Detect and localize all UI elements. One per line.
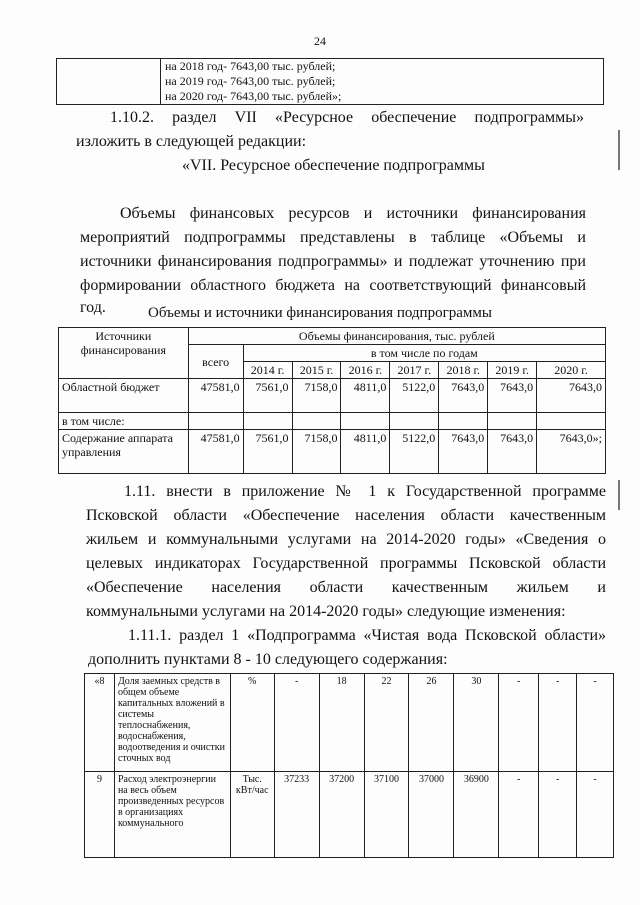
finance-table	[58, 327, 606, 474]
indicator-value: 22	[364, 674, 409, 772]
body-line-4: формировании областного бюджета на соответствующий финансовый	[80, 277, 586, 294]
para-1-11-1-line1: 1.11.1. раздел 1 «Подпрограмма «Чистая вода Псковской области»	[128, 627, 606, 644]
row-value	[390, 413, 439, 430]
page-number: 24	[314, 34, 326, 48]
indicator-value: -	[274, 674, 319, 772]
body-line-3: источники финансирования подпрограммы» и подлежат уточнению при	[80, 253, 586, 270]
table-row	[59, 413, 606, 430]
para-1-11-line4: целевых индикаторах Государственной программы Псковской области	[86, 555, 606, 572]
year-header: 2020 г.	[537, 362, 606, 379]
row-value	[243, 413, 292, 430]
body-line-1: Объемы финансовых ресурсов и источники финансирования	[120, 205, 586, 222]
indicator-value: -	[499, 772, 539, 858]
row-value: 7158,0	[292, 379, 341, 413]
continued-table-empty-cell	[57, 59, 161, 105]
indicator-value: -	[577, 772, 614, 858]
indicator-value: 37000	[409, 772, 454, 858]
total-header: всего	[188, 345, 243, 379]
row-value: 7643,0	[439, 430, 488, 474]
row-label: Областной бюджет	[59, 379, 189, 413]
row-value: 7158,0	[292, 430, 341, 474]
table-row	[85, 674, 614, 772]
indicator-value: 37233	[274, 772, 319, 858]
row-value	[488, 413, 537, 430]
row-total	[188, 413, 243, 430]
row-value	[439, 413, 488, 430]
source-header: Источники финансирования	[59, 328, 189, 379]
indicator-value: -	[499, 674, 539, 772]
indicator-unit: Тыс. кВт/час	[230, 772, 274, 858]
year-header: 2017 г.	[390, 362, 439, 379]
row-value: 5122,0	[390, 430, 439, 474]
row-value: 7643,0	[488, 430, 537, 474]
indicator-value: 26	[409, 674, 454, 772]
row-total: 47581,0	[188, 379, 243, 413]
row-value	[341, 413, 390, 430]
para-1-11-line6: коммунальными услугами на 2014-2020 годы» следующие изменения:	[86, 603, 566, 620]
scan-margin-mark	[618, 480, 620, 510]
scan-margin-mark	[618, 130, 620, 170]
row-value: 7643,0	[439, 379, 488, 413]
section-heading: «VII. Ресурсное обеспечение подпрограммы	[182, 157, 485, 174]
row-value: 4811,0	[341, 430, 390, 474]
row-value: 7561,0	[243, 430, 292, 474]
continued-table-funding-cell	[161, 59, 604, 105]
para-1-11-line3: жильем и коммунальными услугами на 2014-2020 годы» «Сведения о	[86, 531, 606, 548]
body-line-5: год.	[80, 299, 106, 316]
year-header: 2019 г.	[488, 362, 537, 379]
year-header: 2016 г.	[341, 362, 390, 379]
row-label: Содержание аппарата управления	[59, 430, 189, 474]
table-row	[59, 379, 606, 413]
para-1-11-line5: «Обеспечение населения области качественным жильем и	[86, 579, 606, 596]
indicator-value: -	[539, 772, 577, 858]
indicator-name: Доля заемных средств в общем объеме капитальных вложений в системы теплоснабжения, водоснабжения, водоотведения и очистки сточных вод	[114, 674, 230, 772]
year-header: 2015 г.	[292, 362, 341, 379]
body-line-2: мероприятий подпрограммы представлены в таблице «Объемы и	[80, 229, 586, 246]
funding-line-2019: на 2019 год- 7643,00 тыс. рублей;	[165, 74, 336, 88]
para-1-11-1-line2: дополнить пунктами 8 - 10 следующего содержания:	[88, 651, 448, 668]
row-value: 7643,0	[488, 379, 537, 413]
indicator-table	[84, 673, 614, 858]
row-value	[292, 413, 341, 430]
table-row	[85, 772, 614, 858]
row-value: 5122,0	[390, 379, 439, 413]
indicator-value: 36900	[454, 772, 499, 858]
indicator-name: Расход электроэнергии на весь объем произведенных ресурсов в организациях коммунального	[114, 772, 230, 858]
indicator-value: 37100	[364, 772, 409, 858]
row-total: 47581,0	[188, 430, 243, 474]
volumes-header: Объемы финансирования, тыс. рублей	[188, 328, 605, 345]
continued-table	[56, 58, 604, 105]
indicator-value: 30	[454, 674, 499, 772]
row-value: 4811,0	[341, 379, 390, 413]
row-value	[537, 413, 606, 430]
indicator-unit: %	[230, 674, 274, 772]
indicator-value: 18	[319, 674, 364, 772]
para-1-11-line2: Псковской области «Обеспечение населения области качественным	[86, 507, 606, 524]
funding-line-2018: на 2018 год- 7643,00 тыс. рублей;	[165, 59, 336, 73]
year-header: 2018 г.	[439, 362, 488, 379]
row-value: 7561,0	[243, 379, 292, 413]
indicator-value: 37200	[319, 772, 364, 858]
row-value: 7643,0»;	[537, 430, 606, 474]
row-value: 7643,0	[537, 379, 606, 413]
finance-table-title: Объемы и источники финансирования подпрограммы	[148, 305, 492, 321]
para-1-11-line1: 1.11. внести в приложение № 1 к Государственной программе	[124, 483, 606, 500]
indicator-number: «8	[85, 674, 115, 772]
funding-line-2020: на 2020 год- 7643,00 тыс. рублей»;	[165, 89, 342, 103]
para-1-10-2-line1: 1.10.2. раздел VII «Ресурсное обеспечение подпрограммы»	[110, 109, 584, 126]
para-1-10-2-line2: изложить в следующей редакции:	[76, 133, 307, 150]
by-years-header: в том числе по годам	[243, 345, 605, 362]
indicator-value: -	[539, 674, 577, 772]
indicator-number: 9	[85, 772, 115, 858]
year-header: 2014 г.	[243, 362, 292, 379]
row-label: в том числе:	[59, 413, 189, 430]
table-row	[59, 430, 606, 474]
indicator-value: -	[577, 674, 614, 772]
